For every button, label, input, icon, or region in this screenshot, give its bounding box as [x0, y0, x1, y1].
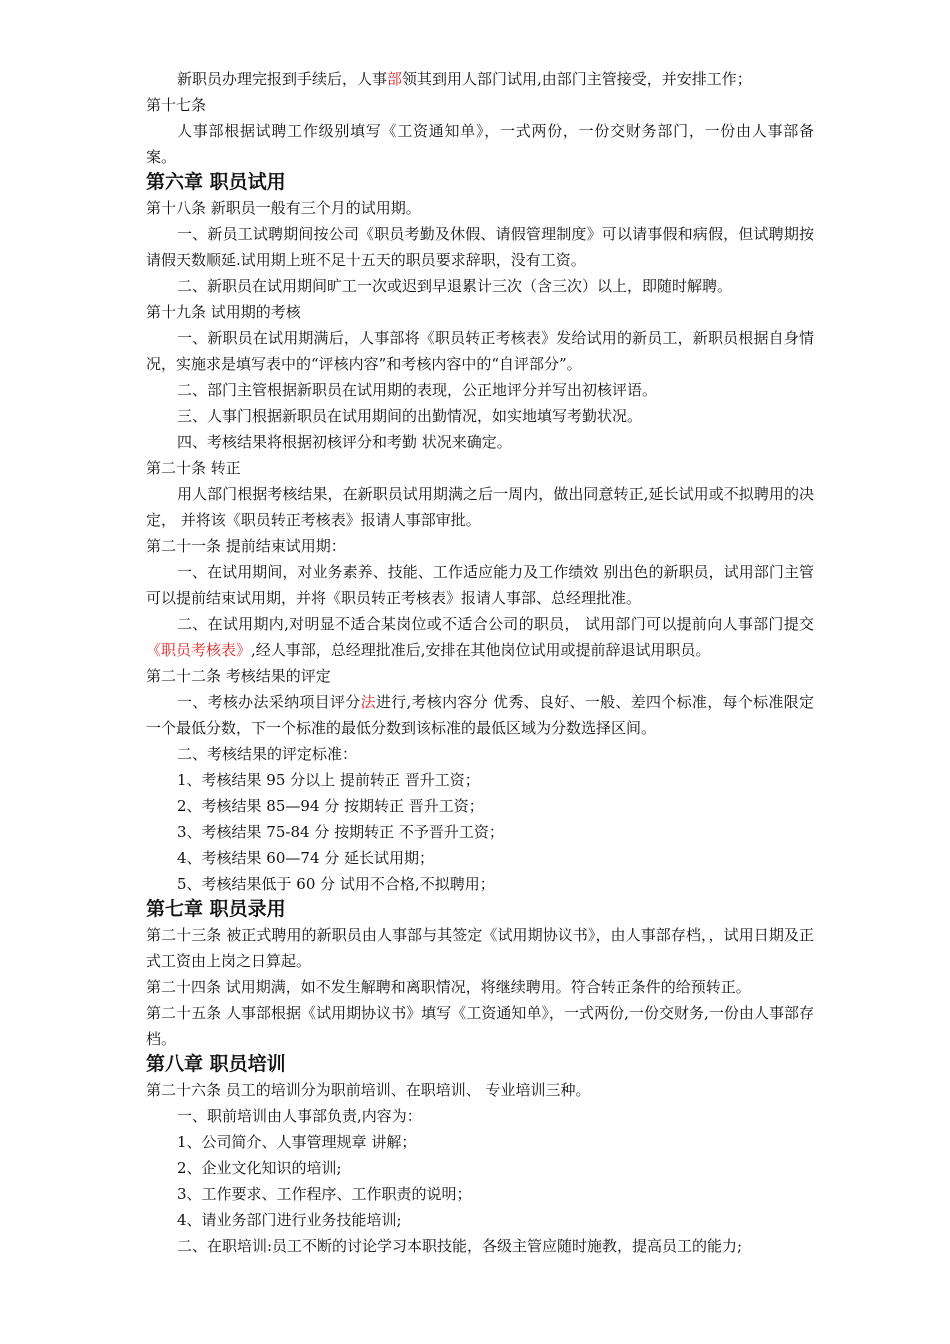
- paragraph: [146, 611, 814, 663]
- list-item: 3、工作要求、工作程序、工作职责的说明；: [177, 1185, 472, 1203]
- paragraph: 第二十六条 员工的培训分为职前培训、在职培训、 专业培训三种。: [146, 1081, 591, 1099]
- list-item: 4、考核结果 60—74 分 延长试用期；: [177, 849, 435, 867]
- paragraph: 一、新员工试聘期间按公司《职员考勤及休假、请假管理制度》可以请事假和病假，但试聘期按请假天数顺延.试用期上班不足十五天的职员要求辞职，没有工资。: [146, 225, 814, 269]
- paragraph: 一、职前培训由人事部负责,内容为：: [177, 1107, 422, 1125]
- text-run: 进行,考核内容分 优秀、良好、一般、差四个标准，每个标准限定一个最低分数，下一个标准的最低分数到该标准的最低区域为分数选择区间。: [146, 693, 814, 737]
- article-heading: 第二十一条 提前结束试用期：: [146, 537, 346, 555]
- paragraph: 人事部根据试聘工作级别填写《工资通知单》，一式两份，一份交财务部门，一份由人事部备案。: [146, 122, 814, 166]
- list-item: 2、考核结果 85—94 分 按期转正 晋升工资；: [177, 797, 484, 815]
- paragraph: [146, 66, 814, 92]
- highlighted-text: 部: [387, 70, 403, 88]
- article-heading: 第二十二条 考核结果的评定: [146, 667, 331, 685]
- chapter-heading: 第六章 职员试用: [146, 171, 286, 193]
- text-run: 新职员办理完报到手续后，人事: [177, 70, 388, 88]
- paragraph: 第二十三条 被正式聘用的新职员由人事部与其签定《试用期协议书》，由人事部存档，，试用日期及正式工资由上岗之日算起。: [146, 926, 814, 970]
- highlighted-text: 法: [360, 693, 376, 711]
- chapter-heading: 第七章 职员录用: [146, 898, 286, 920]
- list-item: 4、请业务部门进行业务技能培训;: [177, 1211, 402, 1229]
- paragraph: 第二十四条 试用期满，如不发生解聘和离职情况，将继续聘用。符合转正条件的给预转正。: [146, 978, 751, 996]
- paragraph: 一、在试用期间，对业务素养、技能、工作适应能力及工作绩效 别出色的新职员，试用部门主管可以提前结束试用期，并将《职员转正考核表》报请人事部、总经理批准。: [146, 563, 814, 607]
- paragraph: 一、新职员在试用期满后，人事部将《职员转正考核表》发给试用的新员工，新职员根据自身情况，实施求是填写表中的“评核内容”和考核内容中的“自评部分”。: [146, 329, 814, 373]
- list-item: 1、公司简介、人事管理规章 讲解；: [177, 1133, 417, 1151]
- list-item: 2、企业文化知识的培训;: [177, 1159, 342, 1177]
- text-run: 一、考核办法采纳项目评分: [177, 693, 361, 711]
- text-run: 二、在试用期内,对明显不适合某岗位或不适合公司的职员， 试用部门可以提前向人事部门提交: [177, 615, 814, 633]
- text-run: 领其到用人部门试用,由部门主管接受，并安排工作；: [402, 70, 752, 88]
- document-body: [146, 66, 814, 1259]
- chapter-heading: 第八章 职员培训: [146, 1053, 286, 1075]
- paragraph: 四、考核结果将根据初核评分和考勤 状况来确定。: [177, 433, 512, 451]
- paragraph: 二、部门主管根据新职员在试用期的表现，公正地评分并写出初核评语。: [177, 381, 658, 399]
- list-item: 3、考核结果 75-84 分 按期转正 不予晋升工资；: [177, 823, 504, 841]
- list-item: 1、考核结果 95 分以上 提前转正 晋升工资；: [177, 771, 480, 789]
- paragraph: 二、在职培训:员工不断的讨论学习本职技能，各级主管应随时施教，提高员工的能力;: [177, 1237, 743, 1255]
- paragraph: 三、人事门根据新职员在试用期间的出勤情况，如实地填写考勤状况。: [177, 407, 643, 425]
- paragraph: 二、考核结果的评定标准：: [177, 745, 358, 763]
- text-run: ,经人事部，总经理批准后,安排在其他岗位试用或提前辞退试用职员。: [251, 641, 711, 659]
- paragraph: [146, 689, 814, 741]
- paragraph: 二、新职员在试用期间旷工一次或迟到早退累计三次（含三次）以上，即随时解聘。: [177, 277, 733, 295]
- list-item: 5、考核结果低于 60 分 试用不合格,不拟聘用；: [177, 875, 495, 893]
- article-heading: 第二十条 转正: [146, 459, 241, 477]
- paragraph: 用人部门根据考核结果，在新职员试用期满之后一周内，做出同意转正,延长试用或不拟聘用的决定， 并将该《职员转正考核表》报请人事部审批。: [146, 485, 814, 529]
- article-heading: 第十八条 新职员一般有三个月的试用期。: [146, 199, 421, 217]
- paragraph: 第二十五条 人事部根据《试用期协议书》填写《工资通知单》，一式两份,一份交财务,一份由人事部存档。: [146, 1004, 814, 1048]
- article-heading: 第十七条: [146, 96, 207, 114]
- article-heading: 第十九条 试用期的考核: [146, 303, 301, 321]
- highlighted-text: 《职员考核表》: [146, 641, 252, 659]
